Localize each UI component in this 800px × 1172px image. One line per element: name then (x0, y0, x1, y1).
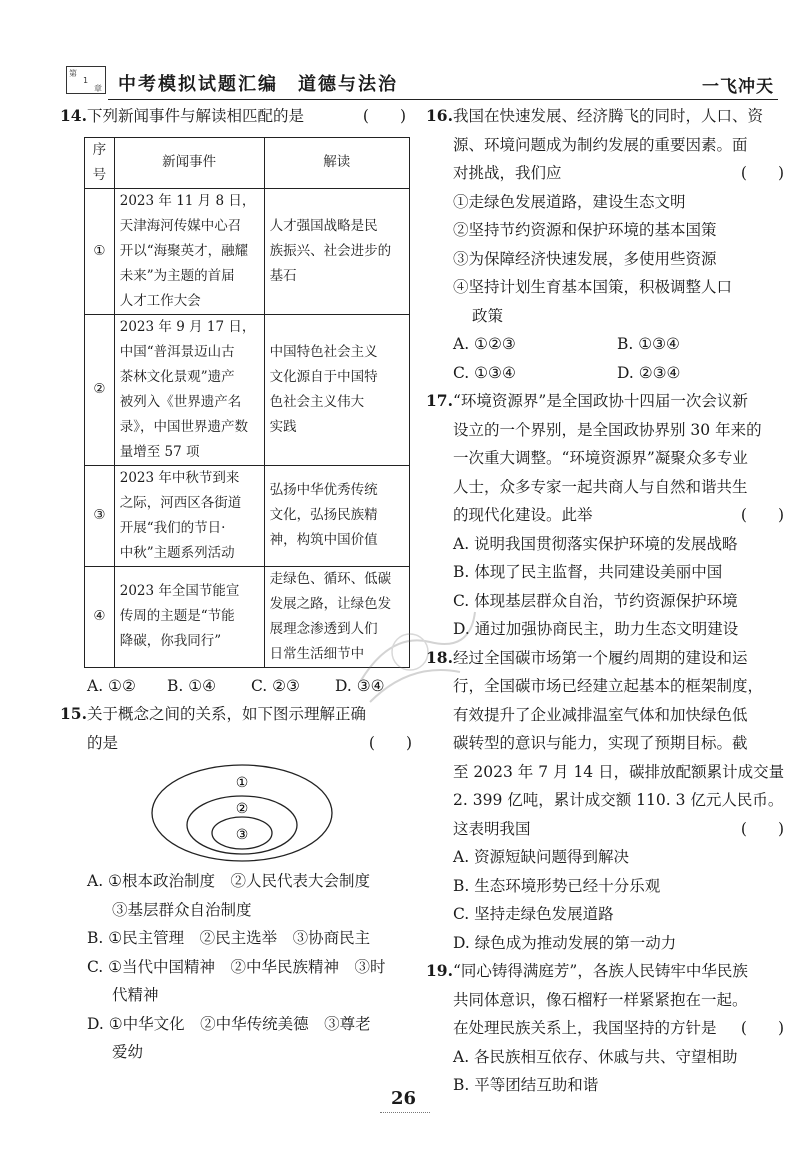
q16-item (426, 273, 784, 302)
q15-option-c-cont (60, 981, 412, 1010)
watermark-circle (392, 634, 428, 670)
watermark-stroke (370, 670, 460, 702)
option-text: 代精神 (112, 986, 159, 1004)
question-text: 在处理民族关系上，我国坚持的方针是 (453, 1019, 717, 1037)
q18-stem-cont (426, 729, 784, 758)
question-number: 19. (426, 961, 453, 980)
table-row (85, 314, 410, 465)
question-text: 2. 399 亿吨，累计成交额 110. 3 亿元人民币。 (453, 791, 784, 809)
option-text: 爱幼 (112, 1043, 144, 1061)
cell-line: 未来”为主题的首届 (119, 267, 235, 284)
left-column (60, 102, 412, 1067)
q14-stem (60, 102, 412, 131)
chapter-logo (66, 66, 106, 94)
cell-line: 中国“普洱景迈山古 (119, 343, 235, 360)
item-text: 政策 (472, 306, 504, 325)
option-text: D. 绿色成为推动发展的第一动力 (453, 933, 677, 952)
question-number: 16. (426, 106, 453, 125)
cell-line: 日常生活细节中 (269, 645, 365, 662)
question-text: 源、环境问题成为制约发展的重要因素。面 (453, 135, 748, 154)
q18-stem-cont (426, 815, 784, 844)
cell-line: 神，构筑中国价值 (269, 532, 378, 548)
option-text: C. ①当代中国精神 ②中华民族精神 ③时 (87, 957, 386, 976)
cell-line: 走绿色、循环、低碳 (269, 570, 392, 587)
q19-stem (426, 957, 784, 986)
q16-item (426, 188, 784, 217)
cell-line: 之际，河西区各街道 (119, 494, 242, 511)
cell-line: 人才工作大会 (119, 292, 201, 309)
answer-bracket: ( ) (740, 819, 784, 838)
news-cell (114, 188, 264, 314)
column-header: 序号 (85, 137, 115, 188)
cell-line: 录》，中国世界遗产数 (119, 418, 248, 435)
cell-line: 2023 年全国节能宣 (119, 583, 240, 599)
row-number: ④ (85, 566, 115, 667)
q17-stem-cont (426, 501, 784, 530)
page-number: 26 (391, 1088, 417, 1109)
question-number: 17. (426, 391, 453, 410)
book-title: 中考模拟试题汇编 道德与法治 (118, 74, 398, 95)
column-header: 解读 (264, 137, 409, 188)
logo-char: 第 (69, 69, 77, 78)
item-text: ④坚持计划生育基本国策，积极调整人口 (453, 278, 733, 296)
header-rule (108, 99, 778, 100)
option-text: B. 体现了民主监督，共同建设美丽中国 (453, 563, 723, 581)
q17-stem-cont (426, 416, 784, 445)
q15-option-b (60, 924, 412, 953)
cell-line: 弘扬中华优秀传统 (269, 482, 378, 498)
option-text: A. 说明我国贯彻落实保护环境的发展战略 (453, 534, 738, 553)
q19-option-a (426, 1043, 784, 1072)
q17-stem (426, 387, 784, 416)
q17-option-b (426, 558, 784, 587)
q16-options-cd (426, 359, 784, 388)
q15-option-a-cont (60, 896, 412, 925)
q17-stem-cont (426, 444, 784, 473)
q16-item-cont (426, 302, 784, 331)
cell-line: 人才强国战略是民 (269, 217, 378, 234)
table-header-row (85, 137, 410, 188)
interpretation-cell (264, 314, 409, 465)
answer-bracket: ( ) (362, 107, 406, 125)
question-text: 碳转型的意识与能力，实现了预期目标。截 (453, 734, 748, 752)
answer-bracket: ( ) (740, 164, 784, 182)
question-text: 对挑战，我们应 (453, 164, 562, 182)
q16-stem (426, 102, 784, 131)
interpretation-cell (264, 188, 409, 314)
q15-option-a (60, 867, 412, 896)
row-number: ③ (85, 465, 115, 566)
news-cell (114, 465, 264, 566)
news-cell (114, 566, 264, 667)
cell-line: 中国特色社会主义 (269, 343, 378, 360)
cell-line: 量增至 57 项 (119, 443, 200, 460)
answer-bracket: ( ) (740, 506, 784, 524)
brand-name: 一飞冲天 (702, 77, 774, 97)
option-text: D. ①中华文化 ②中华传统美德 ③尊老 (87, 1014, 371, 1033)
q15-stem-cont (60, 729, 412, 758)
q17-option-a (426, 530, 784, 559)
option-text: A. 各民族相互依存、休戚与共、守望相助 (453, 1047, 738, 1066)
cell-line: 发展之路，让绿色发 (269, 595, 392, 612)
q16-options-ab (426, 330, 784, 359)
question-text: 的是 (87, 733, 119, 752)
answer-bracket: ( ) (740, 1019, 784, 1037)
question-text: 这表明我国 (453, 819, 531, 838)
question-number: 18. (426, 647, 453, 667)
q17-stem-cont (426, 473, 784, 502)
row-number: ② (85, 314, 115, 465)
question-text: 下列新闻事件与解读相匹配的是 (86, 107, 304, 125)
option-a: A. ①②③ (453, 335, 516, 353)
question-number: 14. (60, 106, 87, 125)
option-b: B. ①④ (167, 676, 217, 695)
q16-stem-cont (426, 131, 784, 160)
option-d: D. ②③④ (617, 363, 681, 382)
diagram-label: ② (235, 801, 249, 817)
logo-char: 章 (94, 84, 102, 93)
question-number: 15. (60, 704, 87, 723)
option-d: D. ③④ (335, 676, 385, 695)
question-text: 共同体意识，像石榴籽一样紧紧抱在一起。 (453, 990, 748, 1009)
option-c: C. ①③④ (453, 363, 516, 382)
cell-line: 开展“我们的节日· (119, 519, 226, 536)
question-text: 至 2023 年 7 月 14 日，碳排放配额累计成交量 (453, 762, 785, 781)
option-text: C. 体现基层群众自治，节约资源保护环境 (453, 591, 738, 610)
cell-line: 被列入《世界遗产名 (119, 393, 242, 410)
q18-option-b (426, 872, 784, 901)
option-text: B. 生态环境形势已经十分乐观 (453, 876, 661, 895)
q18-stem-cont (426, 758, 784, 787)
cell-line: 2023 年 9 月 17 日， (119, 318, 256, 335)
concept-diagram (60, 763, 412, 867)
option-text: A. ①根本政治制度 ②人民代表大会制度 (87, 872, 370, 890)
question-text: 一次重大调整。“环境资源界”凝聚众多专业 (453, 449, 748, 467)
option-text: ③基层群众自治制度 (112, 900, 252, 919)
q15-option-d-cont (60, 1038, 412, 1067)
question-text: 我国在快速发展、经济腾飞的同时，人口、资 (452, 107, 763, 125)
question-text: 有效提升了企业减排温室气体和加快绿色低 (453, 705, 748, 724)
q19-stem-cont (426, 986, 784, 1015)
question-text: 人士，众多专家一起共商人与自然和谐共生 (453, 477, 748, 496)
cell-line: 展理念渗透到人们 (269, 620, 378, 637)
table-row (85, 465, 410, 566)
q19-stem-cont (426, 1014, 784, 1043)
cell-line: 文化，弘扬民族精 (269, 507, 378, 523)
diagram-label: ③ (235, 827, 249, 843)
cell-line: 开以“海聚英才，融耀 (119, 242, 249, 259)
q16-item (426, 216, 784, 245)
option-text: C. 坚持走绿色发展道路 (453, 905, 614, 923)
cell-line: 基石 (269, 267, 297, 284)
diagram-label: ① (235, 775, 249, 791)
cell-line: 2023 年中秋节到来 (119, 469, 240, 486)
q19-option-b (426, 1071, 784, 1100)
option-text: B. ①民主管理 ②民主选举 ③协商民主 (87, 929, 371, 947)
page-header (58, 58, 778, 100)
cell-line: 传周的主题是“节能 (119, 608, 235, 624)
question-text: 关于概念之间的关系，如下图示理解正确 (86, 705, 366, 723)
option-text: A. 资源短缺问题得到解决 (453, 848, 630, 866)
q15-option-d (60, 1010, 412, 1039)
answer-bracket: ( ) (368, 733, 412, 752)
option-text: B. 平等团结互助和谐 (453, 1076, 599, 1094)
cell-line: 色社会主义伟大 (269, 393, 365, 410)
cell-line: 文化源自于中国特 (269, 368, 378, 385)
cell-line: 中秋”主题系列活动 (119, 544, 235, 561)
option-c: C. ②③ (251, 676, 300, 695)
option-a: A. ①② (87, 676, 136, 695)
q18-option-a (426, 843, 784, 872)
item-text: ①走绿色发展道路，建设生态文明 (453, 192, 686, 211)
question-text: 行，全国碳市场已经建立起基本的框架制度， (453, 677, 764, 695)
option-text: D. 通过加强协商民主，助力生态文明建设 (453, 620, 739, 638)
question-text: 设立的一个界别，是全国政协界别 30 年来的 (453, 420, 762, 439)
q18-option-c (426, 900, 784, 929)
question-text: “环境资源界”是全国政协十四届一次会议新 (452, 392, 748, 410)
cell-line: 族振兴、社会进步的 (269, 242, 392, 259)
cell-line: 实践 (269, 418, 297, 435)
table-row (85, 188, 410, 314)
news-table (84, 137, 410, 668)
watermark-stamp (350, 592, 480, 712)
q15-option-c (60, 953, 412, 982)
column-header: 新闻事件 (114, 137, 264, 188)
q16-stem-cont (426, 159, 784, 188)
page-number-decoration (380, 1112, 430, 1118)
interpretation-cell (264, 465, 409, 566)
question-text: 经过全国碳市场第一个履约周期的建设和运 (452, 648, 748, 667)
q18-option-d (426, 929, 784, 958)
news-cell (114, 314, 264, 465)
item-text: ③为保障经济快速发展，多使用些资源 (453, 249, 717, 268)
row-number: ① (85, 188, 115, 314)
q18-stem-cont (426, 786, 784, 815)
question-text: 的现代化建设。此举 (453, 506, 593, 524)
question-text: “同心铸得满庭芳”，各族人民铸牢中华民族 (452, 962, 748, 980)
cell-line: 天津海河传媒中心召 (119, 217, 242, 234)
item-text: ②坚持节约资源和保护环境的基本国策 (453, 221, 717, 239)
cell-line: 茶林文化景观”遗产 (119, 368, 235, 385)
cell-line: 降碳，你我同行” (119, 633, 222, 649)
option-b: B. ①③④ (617, 335, 680, 353)
logo-char: 1 (83, 76, 89, 85)
cell-line: 2023 年 11 月 8 日， (119, 192, 256, 209)
q16-item (426, 245, 784, 274)
